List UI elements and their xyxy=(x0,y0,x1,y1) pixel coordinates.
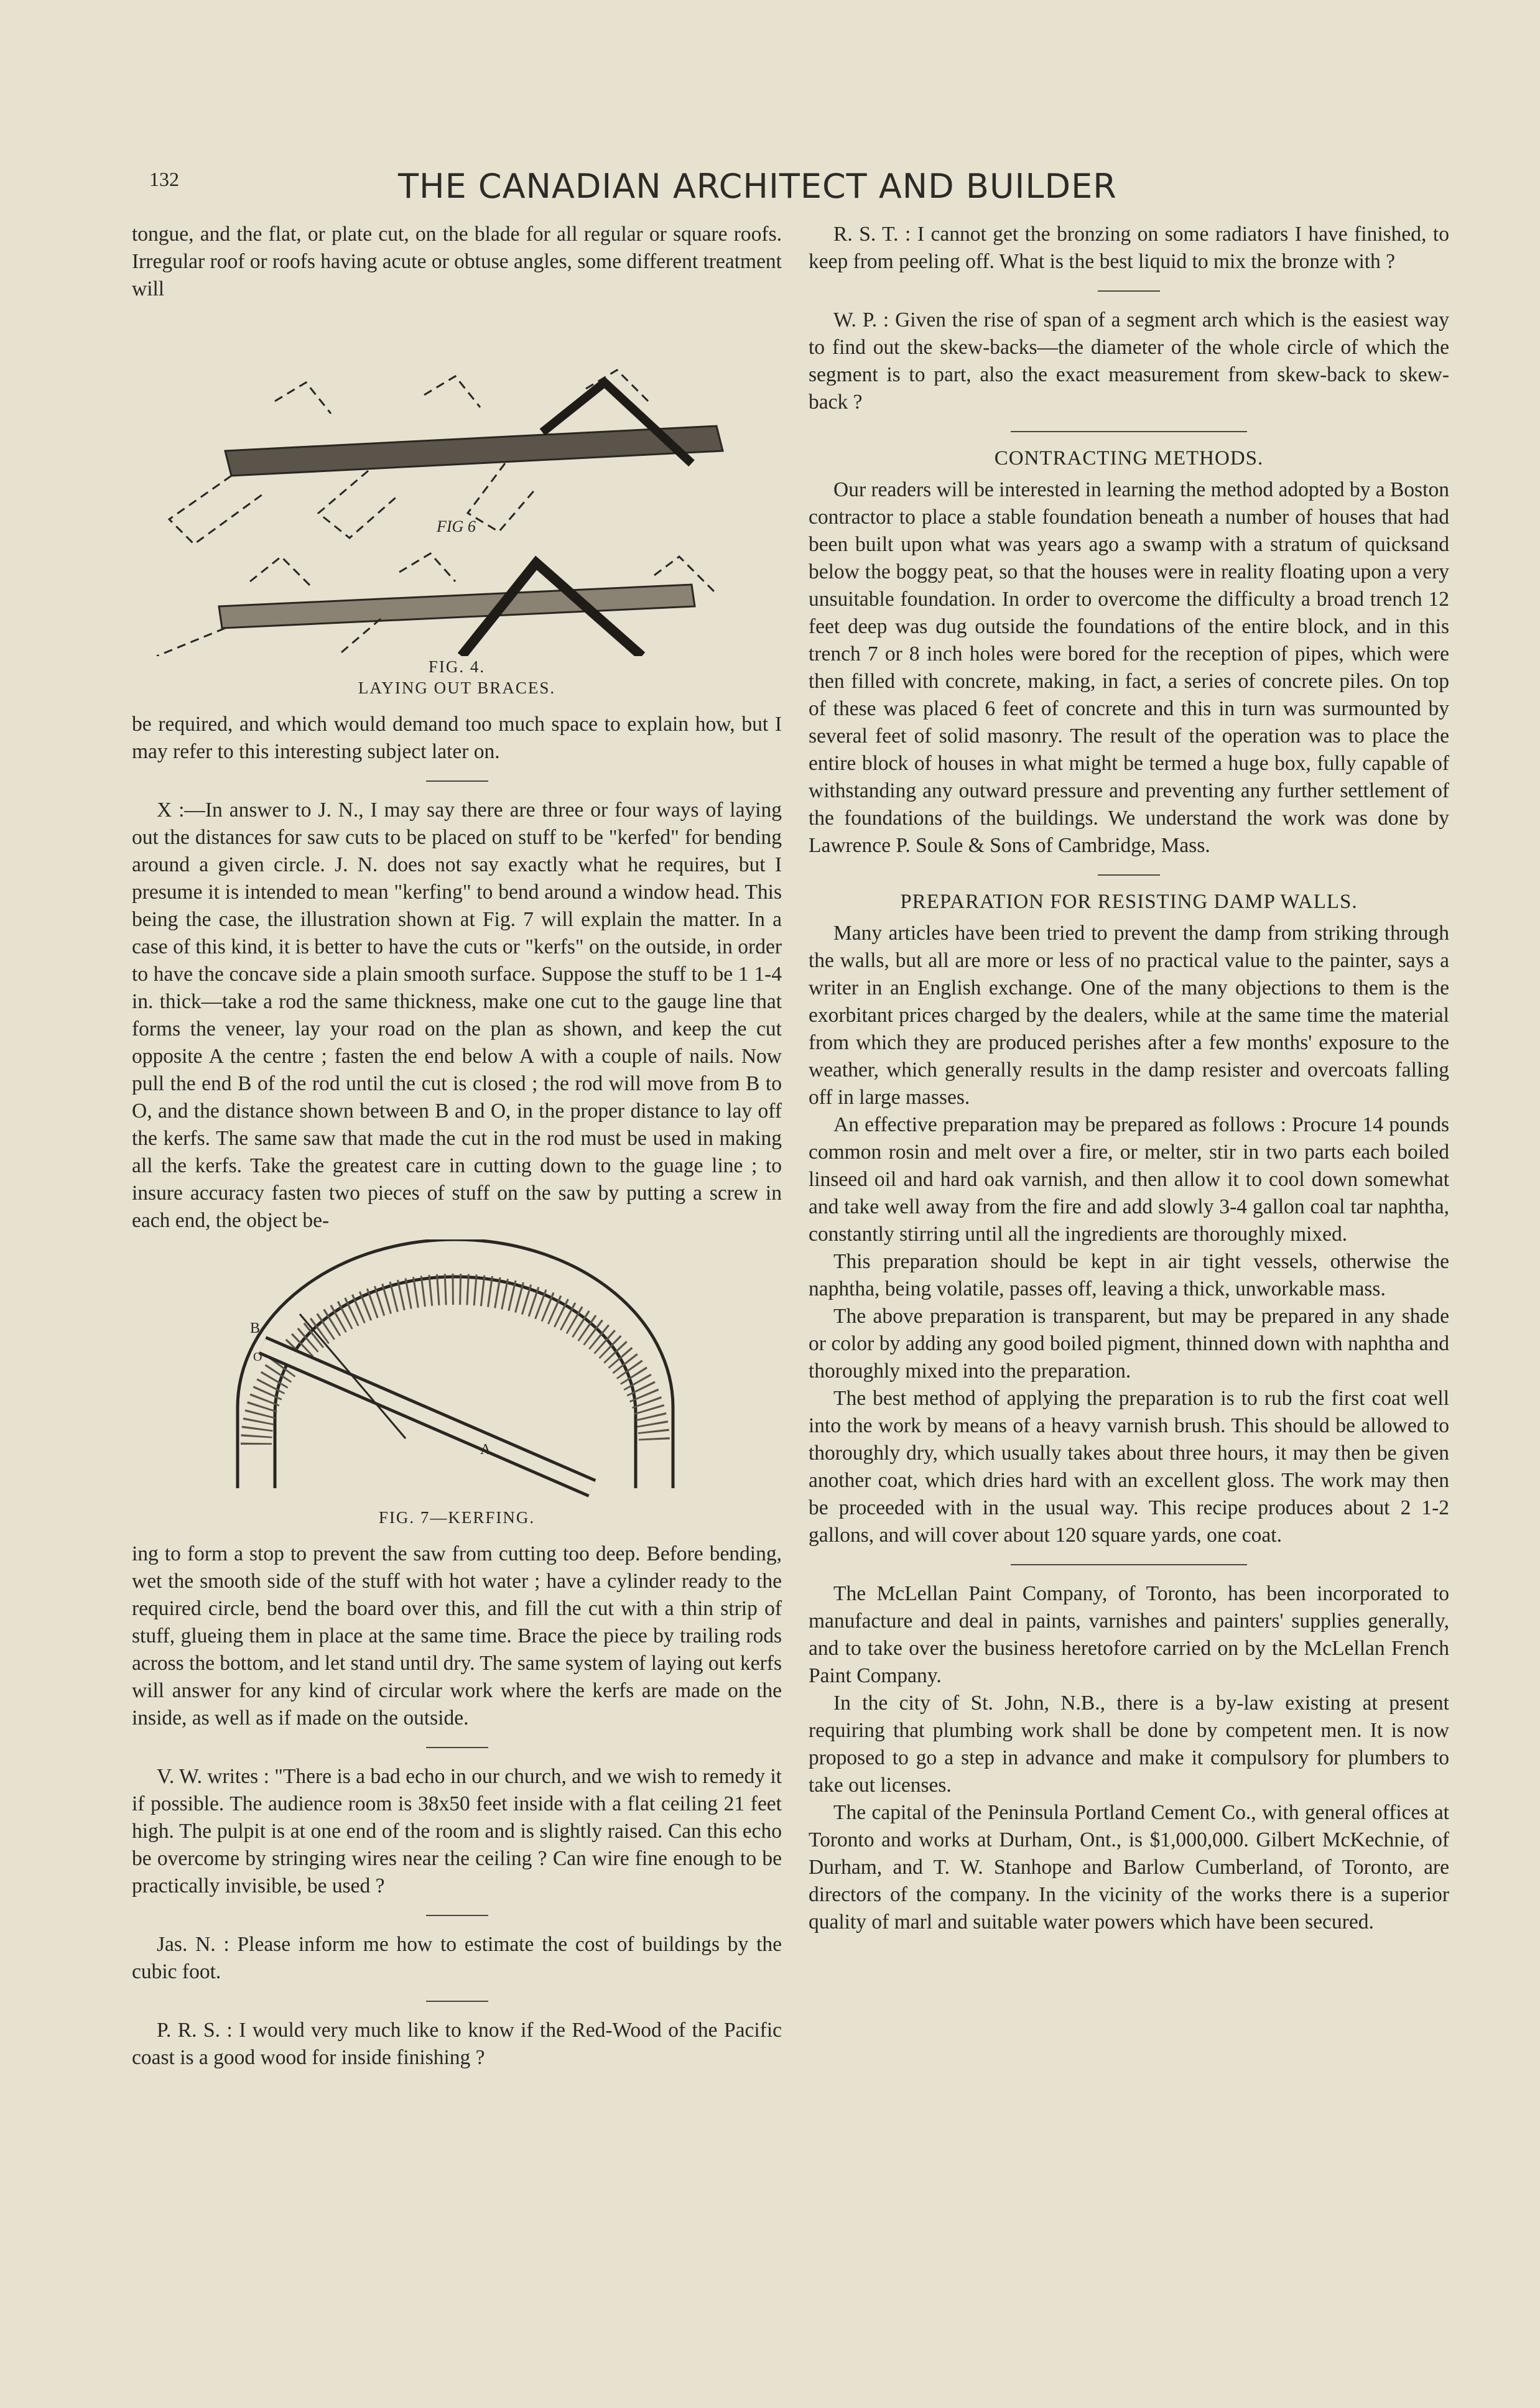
right-paragraph-damp-3: This preparation should be kept in air tight vessels, otherwise the naphtha, being volatile, passes off, leaving a thick, unworkable mass. xyxy=(809,1250,1449,1300)
divider xyxy=(426,780,488,782)
right-paragraph-contracting: Our readers will be interested in learning the method adopted by a Boston contractor to place a stable foundation beneath a number of houses that had been built upon what was years ago a swamp with a stratum of quicksand below the boggy peat, so that the houses were in reality floating upon a very unsuitable foundation. In order to overcome the difficulty a broad trench 12 feet deep was dug outside the foundations of the entire block, and in this trench 7 or 8 inch holes were bored for the reception of pipes, which were then filled with concrete, making, in fact, a series of concrete piles. On top of these was placed 6 feet of concrete and this in turn was surmounted by several feet of solid masonry. The result of the operation was to place the entire block of houses in what might be termed a huge box, fully capable of withstanding any outward pressure and preventing any further settlement of the foundations of the buildings. We understand the work was done by Lawrence P. Soule & Sons of Cambridge, Mass. xyxy=(809,478,1449,857)
right-column xyxy=(809,221,1449,1936)
fig-7-drawing xyxy=(132,1239,782,1507)
right-paragraph-st-john: In the city of St. John, N.B., there is a by-law existing at present requiring that plumbing work shall be done by competent men. It is now proposed to go a step in advance and make it compulsory for plumbers to take out licenses. xyxy=(809,1692,1449,1797)
right-paragraph-damp-5: The best method of applying the preparation is to rub the first coat well into the work by means of a heavy varnish brush. This should be allowed to thoroughly dry, which usually takes about three hours, it may then be given another coat, which dries hard with an excellent gloss. The work may then be proceeded with in the usual way. This recipe produces about 2 1-2 gallons, and will cover about 120 square yards, one coat. xyxy=(809,1387,1449,1547)
left-column xyxy=(132,221,782,2072)
svg-text:A: A xyxy=(480,1442,491,1458)
fig-6-label: FIG 6 xyxy=(437,517,476,535)
left-paragraph-redwood: P. R. S. : I would very much like to know if the Red-Wood of the Pacific coast is a good wood for inside finishing ? xyxy=(132,2019,782,2069)
left-paragraph-1: tongue, and the flat, or plate cut, on the blade for all regular or square roofs. Irregular roof or roofs having acute or obtuse angles, some different treatment will xyxy=(132,223,782,300)
right-paragraph-damp-2: An effective preparation may be prepared as follows : Procure 14 pounds common rosin and melt over a fire, or melter, stir in two parts each boiled linseed oil and hard oak varnish, and then allow it to cool down somewhat and take well away from the fire and add slowly 3-4 gallon coal tar naphtha, constantly stirring until all the ingredients are thoroughly mixed. xyxy=(809,1113,1449,1246)
svg-text:B: B xyxy=(250,1320,261,1336)
section-heading-contracting: CONTRACTING METHODS. xyxy=(994,447,1264,470)
right-paragraph-segment-arch: W. P. : Given the rise of span of a segment arch which is the easiest way to find out the skew-backs—the diameter of the whole circle of which the segment is to part, also the exact measurement from skew-back to skew-back ? xyxy=(809,308,1449,414)
right-paragraph-damp-1: Many articles have been tried to prevent the damp from striking through the walls, but all are more or less of no practical value to the painter, says a writer in an English exchange. One of the many objections to them is the exorbitant prices charged by the dealers, while at the same time the material from which they are produced perishes after a few months' exposure to the weather, which generally results in the damp resister and overcoats falling off in large masses. xyxy=(809,922,1449,1109)
svg-text:O: O xyxy=(253,1350,262,1364)
left-paragraph-kerfing: X :—In answer to J. N., I may say there are three or four ways of laying out the distances for saw cuts to be placed on stuff to be "kerfed" for bending around a given circle. J. N. does not say exactly what he requires, but I presume it is intended to mean "kerfing" to bend around a window head. This being the case, the illustration shown at Fig. 7 will explain the matter. In a case of this kind, it is better to have the cuts or "kerfs" on the outside, in order to have the concave side a plain smooth surface. Suppose the stuff to be 1 1-4 in. thick—take a rod the same thickness, make one cut to the gauge line that forms the veneer, lay your road on the plan as shown, and keep the cut opposite A the centre ; fasten the end below A with a couple of nails. Now pull the end B of the rod until the cut is closed ; the rod will move from B to O, and the distance shown between B and O, in the proper distance to lay off the kerfs. The same saw that made the cut in the rod must be used in making all the kerfs. Take the greatest care in cutting down to the guage line ; to insure accuracy fasten two pieces of stuff on the saw by putting a screw in each end, the object be- xyxy=(132,799,782,1232)
right-paragraph-damp-4: The above preparation is transparent, but may be prepared in any shade or color by adding any good boiled pigment, thinned down with naphtha and thoroughly mixed into the preparation. xyxy=(809,1305,1449,1382)
figure-4 xyxy=(132,308,782,698)
page-number: 132 xyxy=(149,168,179,190)
running-head: THE CANADIAN ARCHITECT AND BUILDER xyxy=(398,167,1117,206)
fig-4-title: LAYING OUT BRACES. xyxy=(358,678,556,697)
left-paragraph-cubic-foot: Jas. N. : Please inform me how to estimate the cost of buildings by the cubic foot. xyxy=(132,1933,782,1983)
right-paragraph-mclellan: The McLellan Paint Company, of Toronto, has been incorporated to manufacture and deal in paints, varnishes and painters' supplies generally, and to take over the business heretofore carried on by the McLellan French Paint Company. xyxy=(809,1582,1449,1687)
figure-7 xyxy=(132,1239,782,1528)
divider xyxy=(1098,874,1160,876)
fig-6-board xyxy=(225,426,723,476)
fig-4-caption: FIG. 4. xyxy=(428,657,486,676)
divider xyxy=(426,2001,488,2002)
right-paragraph-peninsula: The capital of the Peninsula Portland Cement Co., with general offices at Toronto and works at Durham, Ont., is $1,000,000. Gilbert McKechnie, of Durham, and T. W. Stanhope and Barlow Cumberland, of Toronto, are directors of the company. In the vicinity of the works there is a superior quality of marl and suitable water powers which have been secured. xyxy=(809,1801,1449,1933)
divider xyxy=(426,1747,488,1748)
fig-4-board xyxy=(219,585,695,628)
fig-7-caption: FIG. 7—KERFING. xyxy=(378,1508,536,1527)
divider xyxy=(1098,290,1160,292)
left-paragraph-echo: V. W. writes : "There is a bad echo in our church, and we wish to remedy it if possible. The audience room is 38x50 feet inside with a flat ceiling 21 feet high. The pulpit is at one end of the room and is slightly raised. Can this echo be overcome by stringing wires near the ceiling ? Can wire fine enough to be practically invisible, be used ? xyxy=(132,1765,782,1897)
left-paragraph-3: ing to form a stop to prevent the saw from cutting too deep. Before bending, wet the smooth side of the stuff with hot water ; have a cylinder ready to the required circle, bend the board over this, and fill the cut with a thin strip of stuff, glueing them in place at the same time. Brace the piece by trailing rods across the bottom, and let stand until dry. The same system of laying out kerfs will answer for any kind of circular work where the kerfs are made on the inside, as well as if made on the outside. xyxy=(132,1542,782,1730)
fig-4-drawing xyxy=(132,308,782,656)
section-divider xyxy=(1011,1564,1247,1565)
right-paragraph-bronzing: R. S. T. : I cannot get the bronzing on some radiators I have finished, to keep from peeling off. What is the best liquid to mix the bronze with ? xyxy=(809,223,1449,273)
section-divider xyxy=(1011,431,1247,432)
divider xyxy=(426,1915,488,1916)
left-paragraph-2: be required, and which would demand too much space to explain how, but I may refer to this interesting subject later on. xyxy=(132,713,782,763)
section-heading-damp-walls: PREPARATION FOR RESISTING DAMP WALLS. xyxy=(900,891,1358,913)
